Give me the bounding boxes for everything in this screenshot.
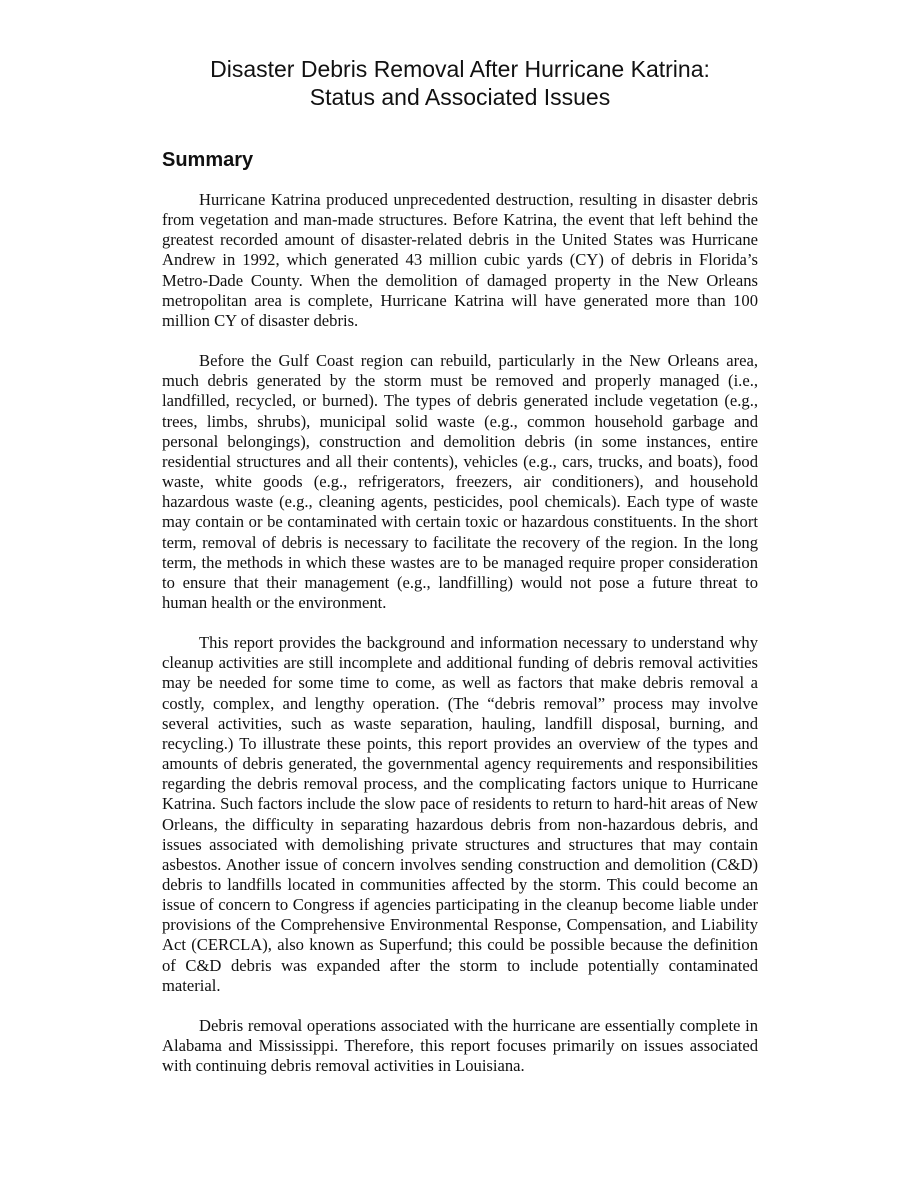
section-heading-summary: Summary bbox=[162, 149, 254, 171]
document-page bbox=[162, 55, 758, 1076]
title-line-2: Status and Associated Issues bbox=[309, 84, 611, 110]
summary-paragraph-1: Hurricane Katrina produced unprecedented destruction, resulting in disaster debris from vegetation and man-made structures. Before Katrina, the event that left behind the greatest recorded amount of disaster-related debris in the United States was Hurricane Andrew in 1992, which generated 43 million cubic yards (CY) of debris in Florida’s Metro-Dade County. When the demolition of damaged property in the New Orleans metropolitan area is complete, Hurricane Katrina will have generated more than 100 million CY of disaster debris. bbox=[162, 190, 758, 330]
document-title bbox=[162, 55, 758, 111]
title-line-1: Disaster Debris Removal After Hurricane Katrina: bbox=[210, 56, 710, 82]
summary-paragraph-4: Debris removal operations associated with the hurricane are essentially complete in Alabama and Mississippi. Therefore, this report focuses primarily on issues associated with continuing debris removal activities in Louisiana. bbox=[162, 1015, 758, 1076]
summary-paragraph-2: Before the Gulf Coast region can rebuild, particularly in the New Orleans area, much debris generated by the storm must be removed and properly managed (i.e., landfilled, recycled, or burned). The types of debris generated include vegetation (e.g., trees, limbs, shrubs), municipal solid waste (e.g., common household garbage and personal belongings), construction and demolition debris (in some instances, entire residential structures and all their contents), vehicles (e.g., cars, trucks, and boats), food waste, white goods (e.g., refrigerators, freezers, air conditioners), and household hazardous waste (e.g., cleaning agents, pesticides, pool chemicals). Each type of waste may contain or be contaminated with certain toxic or hazardous constituents. In the short term, removal of debris is necessary to facilitate the recovery of the region. In the long term, the methods in which these wastes are to be managed require proper consideration to ensure that their management (e.g., landfilling) would not pose a future threat to human health or the environment. bbox=[162, 351, 758, 612]
summary-paragraph-3: This report provides the background and information necessary to understand why cleanup activities are still incomplete and additional funding of debris removal activities may be needed for some time to come, as well as factors that make debris removal a costly, complex, and lengthy operation. (The “debris removal” process may involve several activities, such as waste separation, hauling, landfill disposal, burning, and recycling.) To illustrate these points, this report provides an overview of the types and amounts of debris generated, the governmental agency requirements and responsibilities regarding the debris removal process, and the complicating factors unique to Hurricane Katrina. Such factors include the slow pace of residents to return to hard-hit areas of New Orleans, the difficulty in separating hazardous debris from non-hazardous debris, and issues associated with demolishing private structures and structures that may contain asbestos. Another issue of concern involves sending construction and demolition (C&D) debris to landfills located in communities affected by the storm. This could become an issue of concern to Congress if agencies participating in the cleanup become liable under provisions of the Comprehensive Environmental Response, Compensation, and Liability Act (CERCLA), also known as Superfund; this could be possible because the definition of C&D debris was expanded after the storm to include potentially contaminated material. bbox=[162, 633, 758, 995]
